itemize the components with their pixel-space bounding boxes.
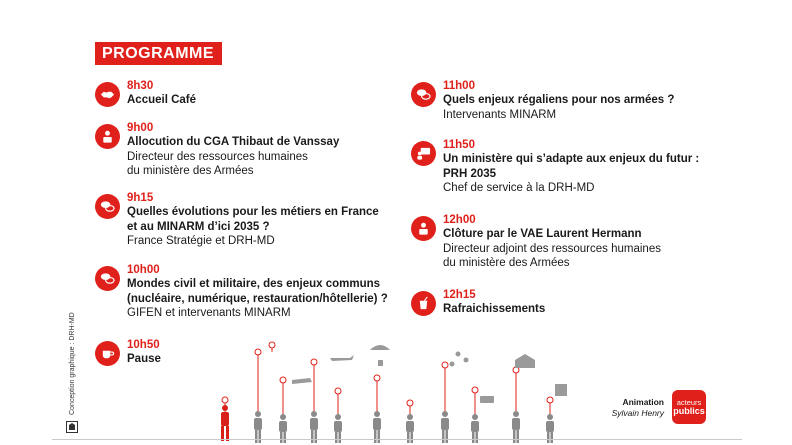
item-time: 12h00 <box>443 214 476 226</box>
item-title: Mondes civil et militaire, des enjeux communs <box>127 278 381 290</box>
item-title: Pause <box>127 353 161 365</box>
animation-name: Sylvain Henry <box>611 408 664 418</box>
item-title: et au MINARM d’ici 2035 ? <box>127 220 270 233</box>
item-time: 12h15 <box>443 289 476 301</box>
item-subtitle: Chef de service à la DRH-MD <box>443 182 595 194</box>
animation-credit <box>602 397 664 419</box>
item-time: 10h50 <box>127 339 160 351</box>
item-time: 8h30 <box>127 80 154 92</box>
item-time: 9h15 <box>127 192 154 204</box>
item-subtitle: Intervenants MINARM <box>443 108 557 121</box>
item-subtitle: France Stratégie et DRH-MD <box>127 235 275 247</box>
design-credit: Conception graphique : DRH-MD <box>69 312 76 415</box>
acteurs-publics-logo <box>672 390 706 424</box>
careers-illustration <box>200 340 580 445</box>
discussion-icon <box>411 82 436 107</box>
item-title: Accueil Café <box>127 94 197 106</box>
footer-divider <box>52 439 742 440</box>
ministry-logo-icon <box>66 421 78 433</box>
item-time: 9h00 <box>127 122 154 134</box>
item-title: Allocution du CGA Thibaut de Vanssay <box>127 136 340 148</box>
item-subtitle: du ministère des Armées <box>127 165 254 177</box>
discussion-icon <box>95 194 120 219</box>
item-time: 10h00 <box>127 264 160 276</box>
item-title: Clôture par le VAE Laurent Hermann <box>443 228 642 240</box>
drink-icon <box>411 291 436 316</box>
item-title: Un ministère qui s’adapte aux enjeux du futur : <box>443 153 700 165</box>
logo-line2: publics <box>673 406 705 416</box>
item-subtitle: GIFEN et intervenants MINARM <box>127 307 291 319</box>
speaker-icon <box>411 216 436 241</box>
presentation-icon <box>411 141 436 166</box>
item-time: 11h50 <box>443 139 475 151</box>
handshake-icon <box>95 82 120 107</box>
programme-title: PROGRAMME <box>95 42 222 65</box>
speaker-icon <box>95 124 120 149</box>
item-time: 11h00 <box>443 80 475 92</box>
item-title: PRH 2035 <box>443 167 497 180</box>
item-title: Quels enjeux régaliens pour nos armées ? <box>443 94 675 106</box>
item-subtitle: du ministère des Armées <box>443 257 570 269</box>
item-title: (nucléaire, numérique, restauration/hôtellerie) ? <box>127 292 388 305</box>
logo-line1: acteurs <box>676 398 702 407</box>
discussion-icon <box>95 266 120 291</box>
item-title: Rafraichissements <box>443 303 546 315</box>
item-subtitle: Directeur des ressources humaines <box>127 150 308 163</box>
coffee-cup-icon <box>95 341 120 366</box>
animation-label: Animation <box>622 397 664 407</box>
item-title: Quelles évolutions pour les métiers en France <box>127 206 379 218</box>
item-subtitle: Directeur adjoint des ressources humaines <box>443 242 661 255</box>
